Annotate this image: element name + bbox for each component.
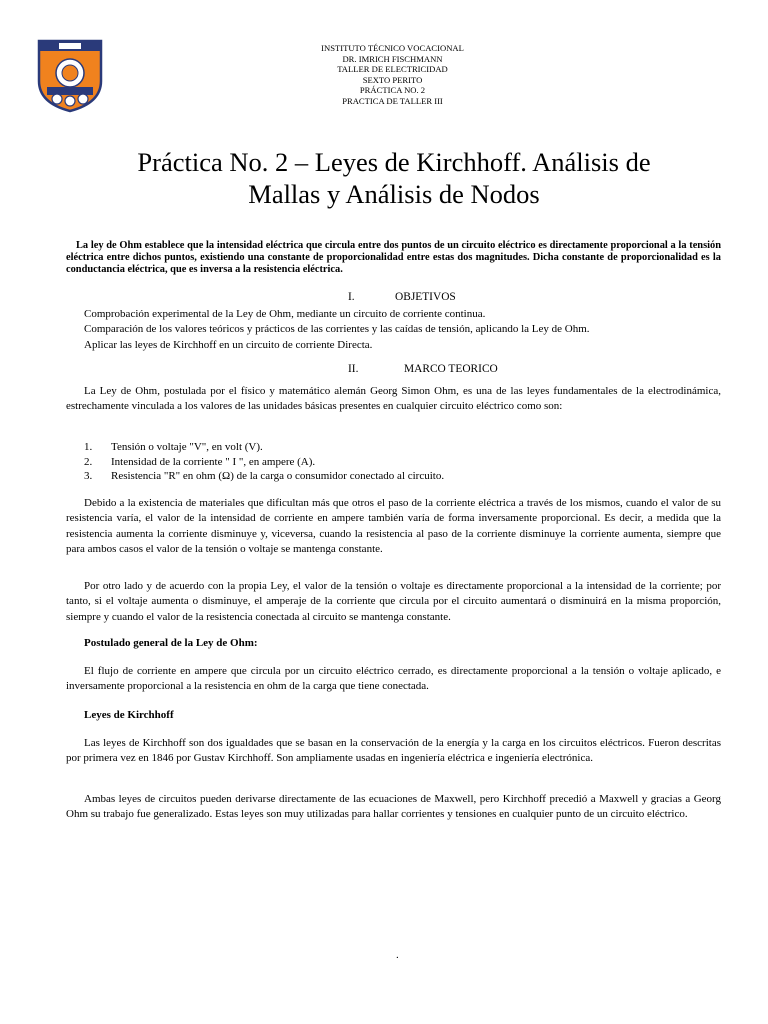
objectives-list: [84, 307, 724, 353]
paragraph-tension: Por otro lado y de acuerdo con la propia Ley, el valor de la tensión o voltaje es directamente proporcional a la intensidad de la corriente; por tanto, si el voltaje aumenta o disminuye, el amperaje de la corriente que circula por el circuito aumentará o disminuirá en la misma proporción, siempre y cuando el valor de la resistencia conectada al circuito se mantenga constante.: [66, 580, 721, 623]
heading-kirchhoff: Leyes de Kirchhoff: [84, 709, 174, 721]
title-line-1: Práctica No. 2 – Leyes de Kirchhoff. Análisis de: [137, 147, 651, 177]
header-line: INSTITUTO TÉCNICO VOCACIONAL: [321, 43, 464, 53]
paragraph-kirchhoff: Las leyes de Kirchhoff son dos igualdades que se basan en la conservación de la energía y la carga en los circuitos eléctricos. Fueron descritas por primera vez en 1846 por Gustav Kirchhoff. Son ampliamente usadas en ingeniería eléctrica e ingeniería electrónica.: [66, 737, 721, 765]
heading-postulado: Postulado general de la Ley de Ohm:: [84, 637, 258, 649]
list-text: Tensión o voltaje "V", en volt (V).: [111, 441, 263, 453]
units-numbered-list: [84, 440, 684, 484]
paragraph-ley-ohm: La Ley de Ohm, postulada por el físico y matemático alemán Georg Simon Ohm, es una de las leyes fundamentales de la electrodinámica, estrechamente vinculada a los valores de las unidades básicas presentes en cualquier circuito eléctrico como son:: [66, 385, 721, 413]
list-text: Resistencia "R" en ohm (Ω) de la carga o consumidor conectado al circuito.: [111, 470, 445, 482]
list-number: 3.: [84, 470, 93, 482]
list-item: [84, 440, 684, 455]
paragraph-postulado: El flujo de corriente en ampere que circula por un circuito eléctrico cerrado, es directamente proporcional a la tensión o voltaje aplicado, e inversamente proporcional a la resistencia en ohm de la carga que tiene conectada.: [66, 665, 721, 693]
list-number: 2.: [84, 455, 93, 468]
list-item: Comprobación experimental de la Ley de Ohm, mediante un circuito de corriente continua.: [84, 308, 486, 320]
section-number: I.: [348, 291, 355, 303]
paragraph-resistencia: Debido a la existencia de materiales que dificultan más que otros el paso de la corriente eléctrica a través de los mismos, cuando el valor de su resistencia varía, el valor de la intensidad de corriente en ampere también varía de forma inversamente proporcional. Es decir, a medida que la resistencia aumenta la corriente disminuye y, viceversa, cuando la resistencia al paso de la corriente disminuye la corriente aumenta, siempre que para ambos casos el valor de la tensión o voltaje se mantenga constante.: [66, 497, 721, 555]
paragraph-maxwell: Ambas leyes de circuitos pueden derivarse directamente de las ecuaciones de Maxwell, pero Kirchhoff precedió a Maxwell y gracias a Georg Ohm su trabajo fue generalizado. Estas leyes son muy utilizadas para hallar corrientes y tensiones en cualquier punto de un circuito eléctrico.: [66, 793, 721, 821]
footer-mark: .: [396, 949, 399, 961]
title-line-2: Mallas y Análisis de Nodos: [248, 179, 540, 209]
document-title: [60, 146, 728, 210]
list-item: [84, 469, 684, 484]
header-line: TALLER DE ELECTRICIDAD: [337, 64, 448, 74]
section-title: OBJETIVOS: [395, 291, 456, 303]
list-text: Intensidad de la corriente " I ", en ampere (A).: [111, 455, 316, 468]
section-title: MARCO TEORICO: [404, 363, 498, 375]
list-item: Aplicar las leyes de Kirchhoff en un circuito de corriente Directa.: [84, 338, 373, 351]
intro-paragraph: La ley de Ohm establece que la intensidad eléctrica que circula entre dos puntos de un circuito eléctrico es directamente proporcional a la tensión eléctrica entre dichos puntos, existiendo una constante de proporcionalidad entre estas dos magnitudes. Dicha constante de proporcionalidad es la conductancia eléctrica, que es inversa a la resistencia eléctrica.: [66, 240, 721, 275]
list-number: 1.: [84, 441, 93, 453]
school-crest-logo: [37, 37, 103, 113]
section-number: II.: [348, 363, 359, 375]
list-item: Comparación de los valores teóricos y prácticos de las corrientes y las caídas de tensión, aplicando la Ley de Ohm.: [84, 323, 590, 336]
header-line: PRÁCTICA NO. 2: [359, 85, 426, 95]
header-line: PRACTICA DE TALLER III: [342, 95, 443, 106]
list-item: [84, 455, 684, 470]
header-line: SEXTO PERITO: [362, 74, 423, 85]
institution-header: [290, 43, 495, 106]
header-line: DR. IMRICH FISCHMANN: [342, 53, 443, 64]
